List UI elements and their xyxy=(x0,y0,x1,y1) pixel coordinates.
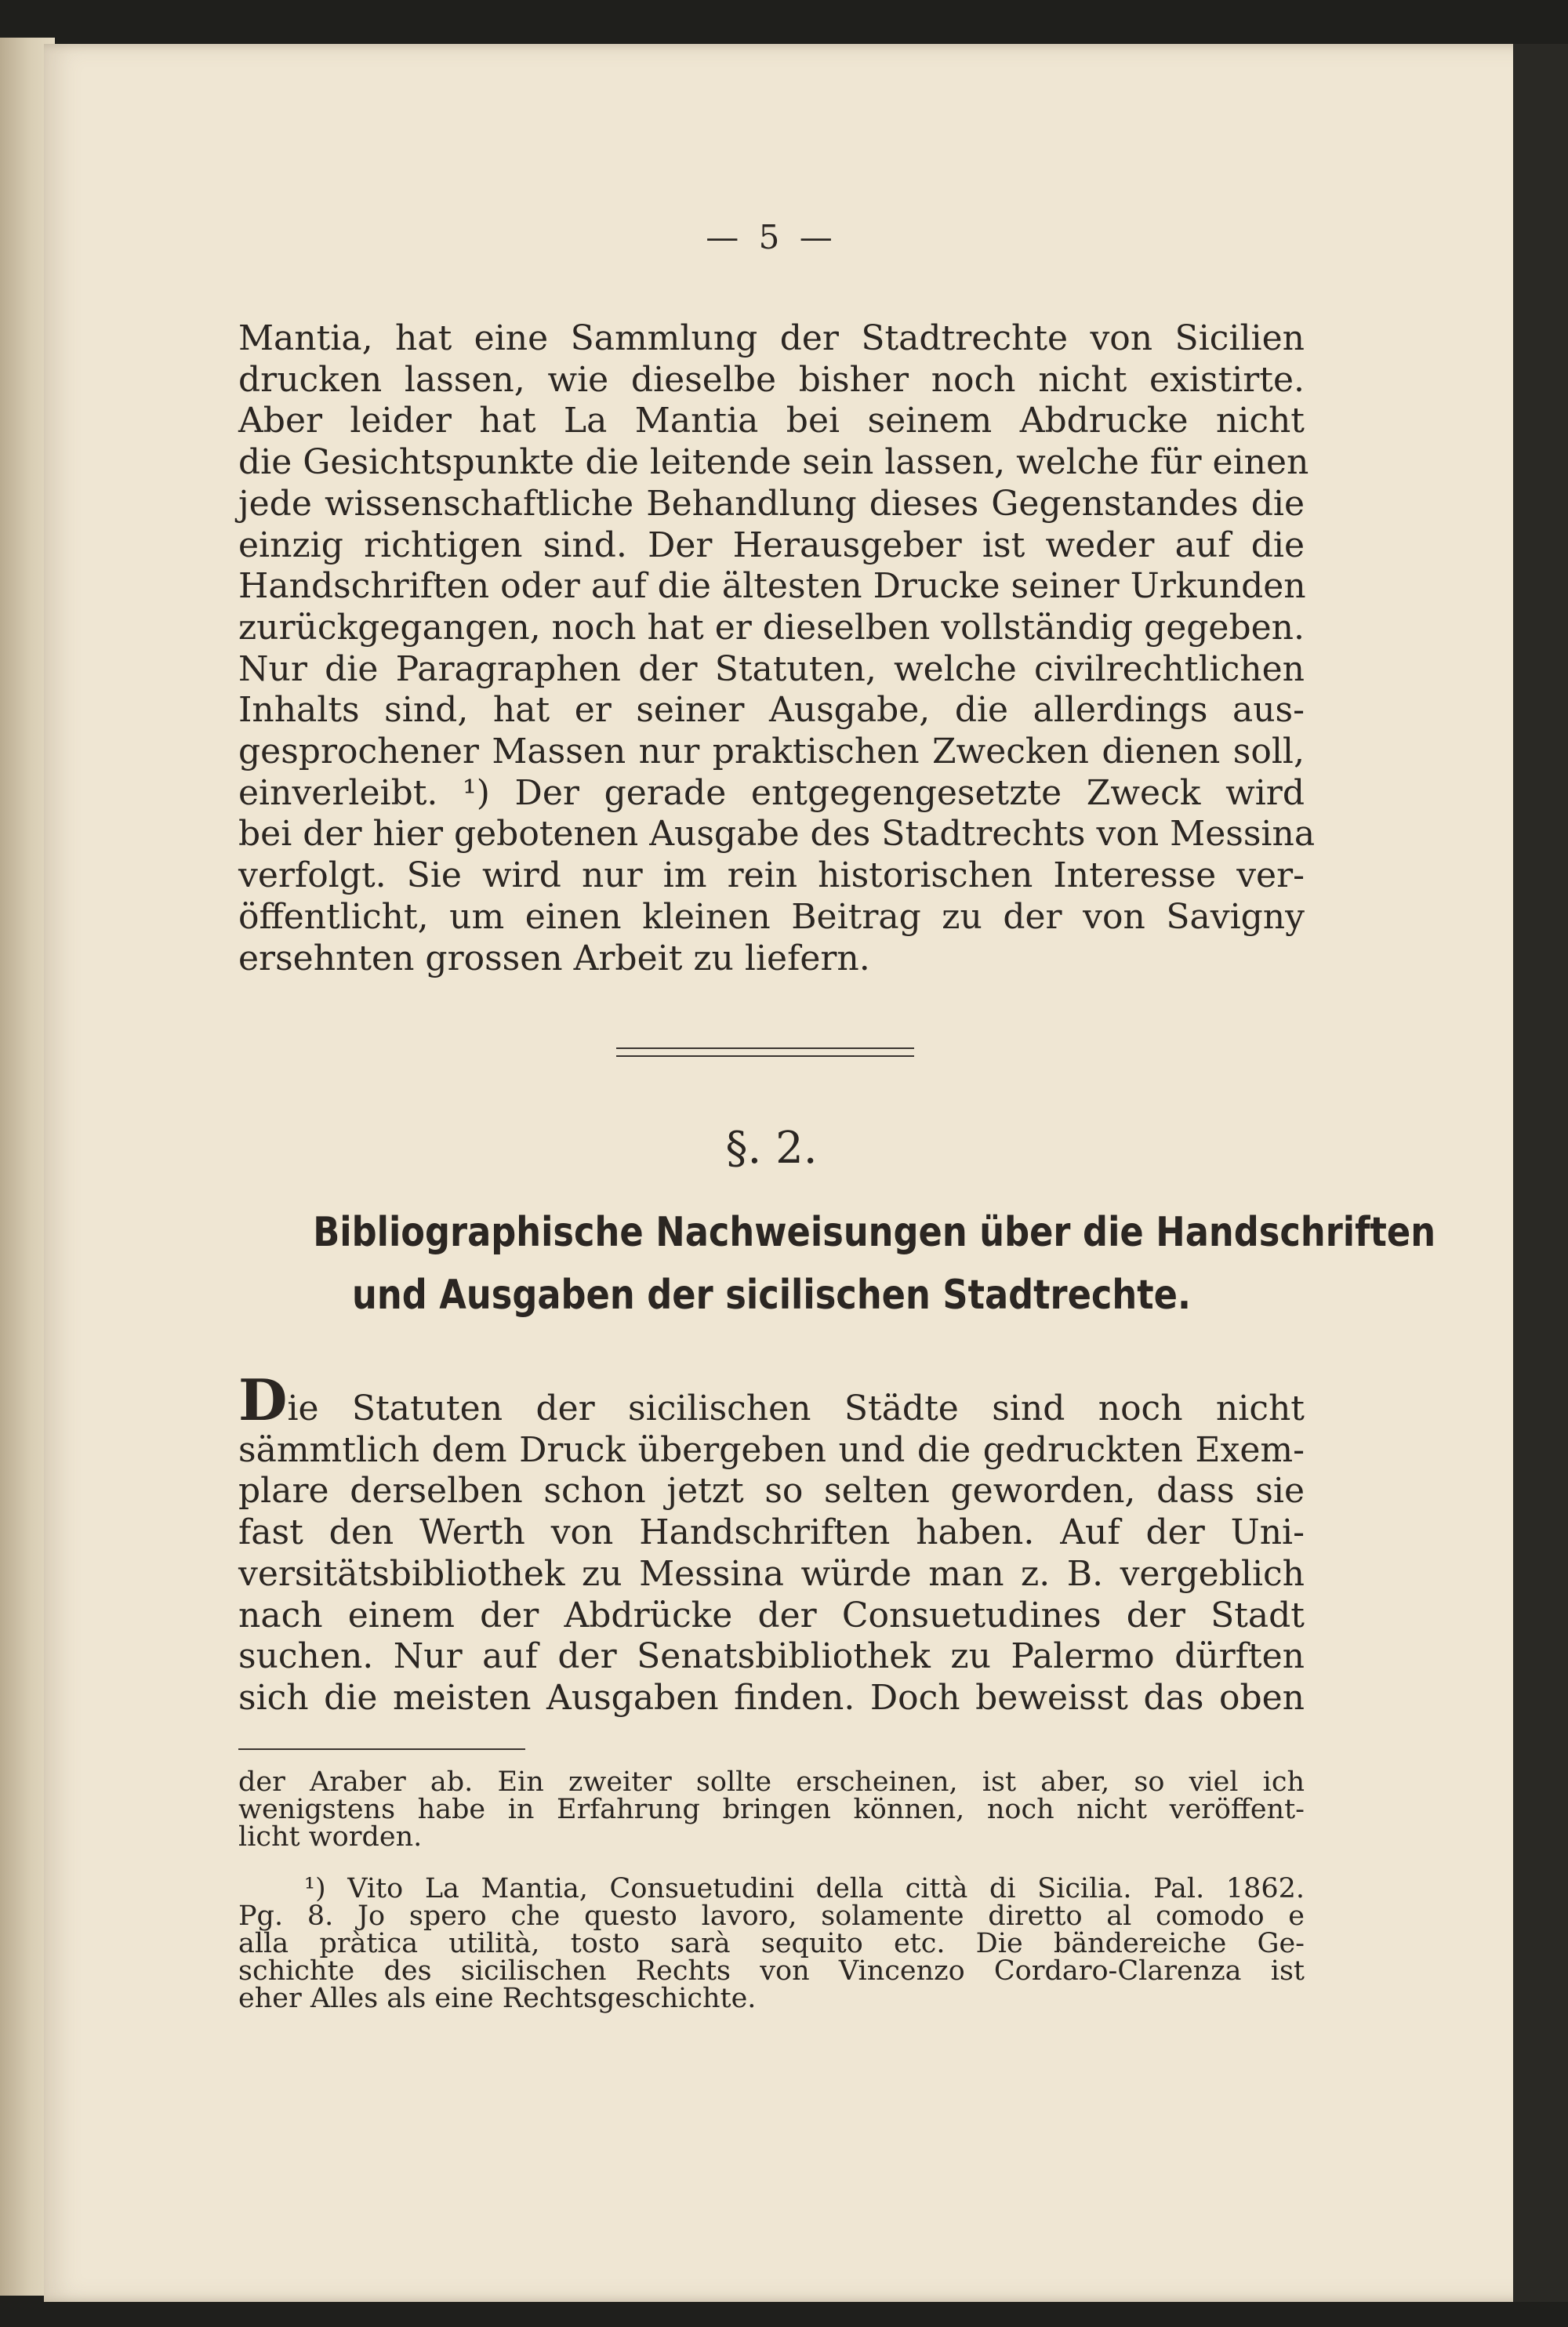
drop-capital: D xyxy=(238,1367,288,1433)
page-right-edge xyxy=(1513,44,1568,2302)
text-line-with-dropcap xyxy=(238,1367,1305,1433)
text-line: sich die meisten Ausgaben finden. Doch beweisst das oben xyxy=(238,1677,1305,1718)
paragraph-1 xyxy=(238,318,1316,979)
text-line: sämmtlich dem Druck übergeben und die gedruckten Exem- xyxy=(238,1429,1305,1470)
text-line: Mantia, hat eine Sammlung der Stadtrechte von Sicilien xyxy=(238,318,1305,358)
footnote-line: schichte des sicilischen Rechts von Vincenzo Cordaro-Clarenza ist xyxy=(238,1955,1305,1987)
text-line: Handschriften oder auf die ältesten Drucke seiner Urkunden xyxy=(238,566,1306,607)
text-line: plare derselben schon jetzt so selten geworden, dass sie xyxy=(238,1471,1305,1512)
text-line: bei der hier gebotenen Ausgabe des Stadtrechts von Messina xyxy=(238,814,1316,855)
text-line: drucken lassen, wie dieselbe bisher noch nicht existirte. xyxy=(238,359,1305,400)
text-line: ie Statuten der sicilischen Städte sind noch nicht xyxy=(287,1389,1305,1429)
section-number: §. 2. xyxy=(725,1123,818,1174)
footnote-continued xyxy=(238,1766,1305,1853)
footnote-line: licht worden. xyxy=(238,1821,423,1853)
text-line: suchen. Nur auf der Senatsbibliothek zu Palermo dürften xyxy=(238,1636,1305,1677)
footnote-line: der Araber ab. Ein zweiter sollte erscheinen, ist aber, so viel ich xyxy=(238,1766,1305,1798)
text-line: fast den Werth von Handschriften haben. Auf der Uni- xyxy=(238,1512,1305,1553)
text-line: versitätsbibliothek zu Messina würde man z. B. vergeblich xyxy=(238,1553,1305,1594)
text-line: Aber leider hat La Mantia bei seinem Abdrucke nicht xyxy=(238,401,1305,441)
text-line: verfolgt. Sie wird nur im rein historischen Interesse ver- xyxy=(238,855,1305,896)
footnote-line: ¹) Vito La Mantia, Consuetudini della città di Sicilia. Pal. 1862. xyxy=(304,1873,1305,1904)
text-line: gesprochener Massen nur praktischen Zwecken dienen soll, xyxy=(238,731,1305,772)
text-line: ersehnten grossen Arbeit zu liefern. xyxy=(238,938,870,978)
text-line: einzig richtigen sind. Der Herausgeber ist weder auf die xyxy=(238,525,1305,565)
text-line: zurückgegangen, noch hat er dieselben vollständig gegeben. xyxy=(238,607,1305,648)
footnote-line: Pg. 8. Jo spero che questo lavoro, solamente diretto al comodo e xyxy=(238,1900,1305,1932)
text-line: einverleibt. ¹) Der gerade entgegengesetzte Zweck wird xyxy=(238,772,1305,813)
text-line: Nur die Paragraphen der Statuten, welche civilrechtlichen xyxy=(238,648,1305,689)
section-heading-line-2: und Ausgaben der sicilischen Stadtrechte. xyxy=(352,1272,1191,1319)
text-line: nach einem der Abdrücke der Consuetudines der Stadt xyxy=(238,1595,1305,1635)
section-divider xyxy=(616,1047,914,1057)
footnote-line: eher Alles als eine Rechtsgeschichte. xyxy=(238,1983,757,2014)
footnote-1 xyxy=(238,1875,1305,2013)
text-line: öffentlicht, um einen kleinen Beitrag zu der von Savigny xyxy=(238,896,1305,937)
text-line: die Gesichtspunkte die leitende sein lassen, welche für einen xyxy=(238,442,1309,483)
footnote-line: alla pràtica utilità, tosto sarà sequito etc. Die bändereiche Ge- xyxy=(238,1928,1305,1959)
footnote-line: wenigstens habe in Erfahrung bringen können, noch nicht veröffent- xyxy=(238,1794,1305,1825)
page-number: — 5 — xyxy=(706,218,837,256)
text-line: jede wissenschaftliche Behandlung dieses Gegenstandes die xyxy=(238,483,1305,524)
text-line: Inhalts sind, hat er seiner Ausgabe, die allerdings aus- xyxy=(238,690,1305,731)
footnote-separator xyxy=(238,1748,525,1750)
section-heading-line-1: Bibliographische Nachweisungen über die Handschriften xyxy=(313,1209,1436,1256)
paragraph-2 xyxy=(238,1367,1305,1719)
